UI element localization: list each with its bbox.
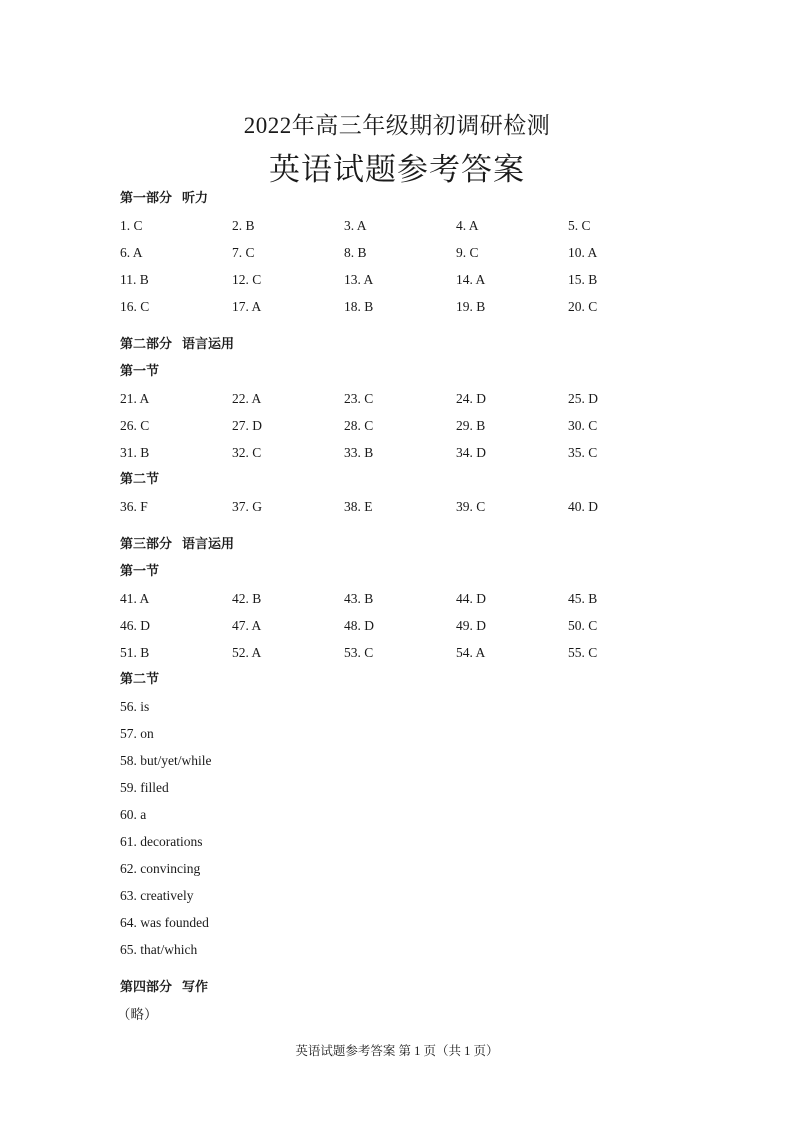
answer-cell: 34. D xyxy=(456,445,486,460)
answer-cell: 37. G xyxy=(232,499,262,514)
answer-cell: 19. B xyxy=(456,299,486,314)
answer-cell: 25. D xyxy=(568,391,598,406)
answer-cell: 24. D xyxy=(456,391,486,406)
answer-cell: 27. D xyxy=(232,418,262,433)
answer-row xyxy=(120,615,680,642)
answer-cell: 39. C xyxy=(456,499,486,514)
page-footer: 英语试题参考答案 第 1 页（共 1 页） xyxy=(295,1044,499,1058)
answer-cell: 12. C xyxy=(232,272,262,287)
part1-heading xyxy=(120,188,680,215)
answer-cell: 44. D xyxy=(456,591,486,606)
fill-answer: 63. creatively xyxy=(120,888,194,903)
answer-row xyxy=(120,242,680,269)
part3-name: 语言运用 xyxy=(182,537,235,552)
fill-answer: 60. a xyxy=(120,807,147,822)
fill-answer: 62. convincing xyxy=(120,861,201,876)
answer-cell: 31. B xyxy=(120,445,150,460)
answer-row xyxy=(120,442,680,469)
answer-cell: 43. B xyxy=(344,591,374,606)
answer-cell: 11. B xyxy=(120,272,149,287)
part4-name: 写作 xyxy=(182,980,209,995)
part3-section2-heading: 第二节 xyxy=(120,672,160,687)
part4-heading xyxy=(120,977,680,1004)
part1-name: 听力 xyxy=(182,191,209,206)
answer-cell: 7. C xyxy=(232,245,255,260)
answer-row xyxy=(120,269,680,296)
answer-cell: 33. B xyxy=(344,445,374,460)
answer-cell: 21. A xyxy=(120,391,150,406)
answer-cell: 15. B xyxy=(568,272,598,287)
answer-cell: 52. A xyxy=(232,645,262,660)
fill-answer: 58. but/yet/while xyxy=(120,753,212,768)
part2-section1-heading: 第一节 xyxy=(120,364,160,379)
answer-cell: 17. A xyxy=(232,299,262,314)
answer-cell: 45. B xyxy=(568,591,598,606)
answer-cell: 48. D xyxy=(344,618,374,633)
answer-cell: 40. D xyxy=(568,499,598,514)
answer-cell: 42. B xyxy=(232,591,262,606)
answer-cell: 51. B xyxy=(120,645,150,660)
part4-note: （略） xyxy=(117,1007,158,1022)
answer-cell: 18. B xyxy=(344,299,374,314)
answer-cell: 23. C xyxy=(344,391,374,406)
answer-cell: 54. A xyxy=(456,645,486,660)
answer-cell: 14. A xyxy=(456,272,486,287)
answer-cell: 20. C xyxy=(568,299,598,314)
answer-cell: 2. B xyxy=(232,218,255,233)
answer-cell: 1. C xyxy=(120,218,143,233)
answer-cell: 32. C xyxy=(232,445,262,460)
fill-answer: 61. decorations xyxy=(120,834,203,849)
answer-cell: 13. A xyxy=(344,272,374,287)
answer-key-content xyxy=(117,188,680,1031)
fill-answer: 64. was founded xyxy=(120,915,209,930)
part2-heading xyxy=(120,334,680,361)
answer-row xyxy=(120,642,680,669)
part4-label: 第四部分 xyxy=(120,980,173,995)
answer-cell: 35. C xyxy=(568,445,598,460)
fill-answer: 59. filled xyxy=(120,780,169,795)
answer-cell: 53. C xyxy=(344,645,374,660)
answer-cell: 38. E xyxy=(344,499,373,514)
fill-answer: 56. is xyxy=(120,699,150,714)
answer-row xyxy=(120,215,680,242)
fill-answer: 65. that/which xyxy=(120,942,198,957)
answer-cell: 5. C xyxy=(568,218,591,233)
part1-label: 第一部分 xyxy=(120,191,173,206)
answer-cell: 6. A xyxy=(120,245,143,260)
document-subtitle: 英语试题参考答案 xyxy=(269,152,525,187)
answer-cell: 10. A xyxy=(568,245,598,260)
answer-cell: 22. A xyxy=(232,391,262,406)
answer-cell: 30. C xyxy=(568,418,598,433)
answer-cell: 49. D xyxy=(456,618,486,633)
answer-row xyxy=(120,388,680,415)
answer-row xyxy=(120,415,680,442)
document-title: 2022年高三年级期初调研检测 xyxy=(243,113,551,138)
part3-label: 第三部分 xyxy=(120,537,173,552)
answer-cell: 16. C xyxy=(120,299,150,314)
answer-cell: 9. C xyxy=(456,245,479,260)
answer-cell: 41. A xyxy=(120,591,150,606)
answer-cell: 46. D xyxy=(120,618,150,633)
part2-section2-heading: 第二节 xyxy=(120,472,160,487)
answer-cell: 26. C xyxy=(120,418,150,433)
part3-section1-heading: 第一节 xyxy=(120,564,160,579)
answer-cell: 28. C xyxy=(344,418,374,433)
fill-answer: 57. on xyxy=(120,726,154,741)
answer-cell: 50. C xyxy=(568,618,598,633)
part2-name: 语言运用 xyxy=(182,337,235,352)
answer-row xyxy=(120,496,680,523)
answer-cell: 3. A xyxy=(344,218,367,233)
answer-cell: 36. F xyxy=(120,499,148,514)
answer-row xyxy=(120,296,680,323)
answer-cell: 8. B xyxy=(344,245,367,260)
answer-cell: 47. A xyxy=(232,618,262,633)
part2-label: 第二部分 xyxy=(120,337,173,352)
answer-row xyxy=(120,588,680,615)
answer-cell: 4. A xyxy=(456,218,479,233)
answer-cell: 29. B xyxy=(456,418,486,433)
answer-cell: 55. C xyxy=(568,645,598,660)
part3-heading xyxy=(120,534,680,561)
